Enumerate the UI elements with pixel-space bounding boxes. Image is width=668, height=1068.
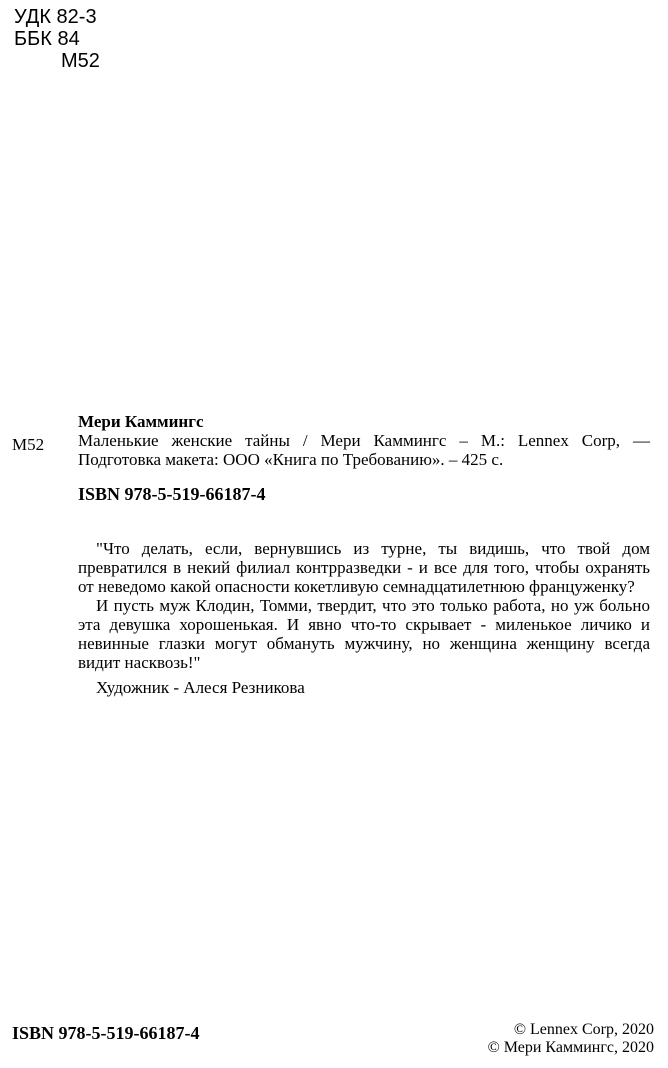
isbn-main: ISBN 978-5-519-66187-4	[78, 484, 266, 504]
biblio-author-mark: М52	[12, 435, 45, 454]
udk-code: УДК 82-3	[14, 6, 97, 28]
author-mark-code: М52	[61, 50, 100, 72]
bbk-code: ББК 84	[14, 28, 80, 50]
annotation-paragraph: И пусть муж Клодин, Томми, твердит, что это только работа, но уж больно эта девушка хорошенькая. И явно что-то скрывает - миленькое личико и невинные глазки могут обмануть мужчину, но женщина женщину всегда видит насквозь!"	[78, 596, 650, 672]
isbn-footer: ISBN 978-5-519-66187-4	[12, 1023, 200, 1043]
book-description: Маленькие женские тайны / Мери Каммингс – М.: Lennex Corp, — Подготовка макета: ООО «Книга по Требованию». – 425 с.	[78, 431, 650, 469]
bibliographic-record	[78, 412, 650, 469]
copyright-author: © Мери Каммингс, 2020	[487, 1039, 654, 1056]
copyright-block	[488, 1021, 654, 1057]
classification-codes	[14, 6, 100, 72]
book-author: Мери Каммингс	[78, 412, 204, 431]
illustrator-credit: Художник - Алеся Резникова	[96, 678, 305, 697]
annotation	[78, 539, 650, 672]
copyright-publisher: © Lennex Corp, 2020	[513, 1021, 654, 1038]
annotation-paragraph: "Что делать, если, вернувшись из турне, ты видишь, что твой дом превратился в некий филиал контрразведки - и все для того, чтобы охранять от неведомо какой опасности кокетливую семнадцатилетнюю француженку?	[78, 539, 650, 596]
